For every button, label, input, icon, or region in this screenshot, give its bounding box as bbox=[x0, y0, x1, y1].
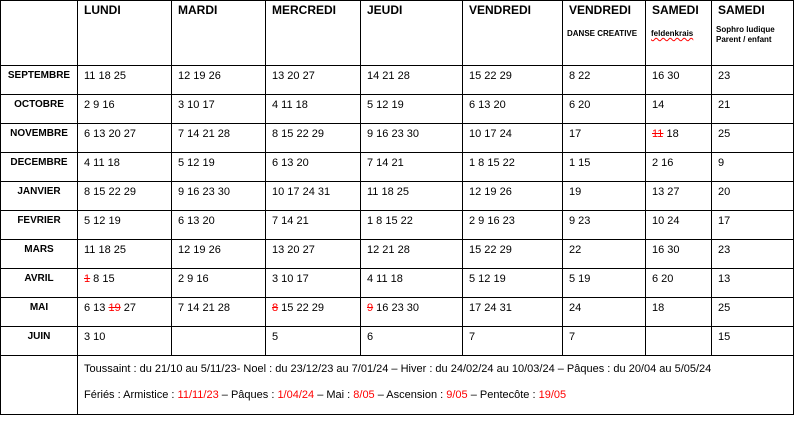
footer-notes bbox=[78, 356, 794, 415]
cell-vendredi-danse: 6 20 bbox=[563, 95, 646, 124]
cell-samedi-feldenkrais: 6 20 bbox=[646, 269, 712, 298]
cell-vendredi: 1 8 15 22 bbox=[463, 153, 563, 182]
cell-samedi-feldenkrais bbox=[646, 327, 712, 356]
cell-samedi-sophro: 15 bbox=[712, 327, 794, 356]
footer-row bbox=[1, 356, 794, 415]
month-label: MAI bbox=[1, 298, 78, 327]
cell-samedi-feldenkrais: 13 27 bbox=[646, 182, 712, 211]
cell-jeudi: 7 14 21 bbox=[361, 153, 463, 182]
month-label: AVRIL bbox=[1, 269, 78, 298]
month-label: DECEMBRE bbox=[1, 153, 78, 182]
cell-mardi: 6 13 20 bbox=[172, 211, 266, 240]
cell-samedi-sophro: 25 bbox=[712, 298, 794, 327]
month-row bbox=[1, 327, 794, 356]
cell-vendredi: 2 9 16 23 bbox=[463, 211, 563, 240]
cell-lundi: 11 18 25 bbox=[78, 240, 172, 269]
month-label: SEPTEMBRE bbox=[1, 66, 78, 95]
month-label: OCTOBRE bbox=[1, 95, 78, 124]
cell-jeudi: 12 21 28 bbox=[361, 240, 463, 269]
cell-mardi: 12 19 26 bbox=[172, 66, 266, 95]
cell-lundi: 3 10 bbox=[78, 327, 172, 356]
cell-jeudi: 5 12 19 bbox=[361, 95, 463, 124]
header-mercredi: MERCREDI bbox=[266, 1, 361, 66]
cell-vendredi: 10 17 24 bbox=[463, 124, 563, 153]
header-vendredi: VENDREDI bbox=[463, 1, 563, 66]
cell-vendredi-danse: 19 bbox=[563, 182, 646, 211]
cell-mardi: 2 9 16 bbox=[172, 269, 266, 298]
footer-corner bbox=[1, 356, 78, 415]
cell-mercredi: 13 20 27 bbox=[266, 240, 361, 269]
cell-mercredi: 5 bbox=[266, 327, 361, 356]
cell-vendredi-danse: 1 15 bbox=[563, 153, 646, 182]
cell-lundi: 6 13 20 27 bbox=[78, 124, 172, 153]
header-samedi-feldenkrais: SAMEDI feldenkrais bbox=[646, 1, 712, 66]
month-label: JUIN bbox=[1, 327, 78, 356]
cell-mardi: 7 14 21 28 bbox=[172, 298, 266, 327]
cell-samedi-sophro: 13 bbox=[712, 269, 794, 298]
cell-vendredi-danse: 22 bbox=[563, 240, 646, 269]
cell-vendredi-danse: 8 22 bbox=[563, 66, 646, 95]
public-holidays-text: Fériés : Armistice : 11/11/23 – Pâques : 1/04/24 – Mai : 8/05 – Ascension : 9/05 – Pentecôte : 19/05 bbox=[84, 389, 567, 401]
cell-vendredi-danse: 9 23 bbox=[563, 211, 646, 240]
cell-vendredi-danse: 7 bbox=[563, 327, 646, 356]
cell-mercredi: 13 20 27 bbox=[266, 66, 361, 95]
cell-mardi: 7 14 21 28 bbox=[172, 124, 266, 153]
month-row bbox=[1, 240, 794, 269]
cell-mercredi: 3 10 17 bbox=[266, 269, 361, 298]
cell-jeudi: 6 bbox=[361, 327, 463, 356]
cell-lundi: 1 8 15 bbox=[78, 269, 172, 298]
month-row bbox=[1, 153, 794, 182]
header-vendredi-danse: VENDREDI DANSE CREATIVE bbox=[563, 1, 646, 66]
cell-lundi: 5 12 19 bbox=[78, 211, 172, 240]
cell-mardi: 9 16 23 30 bbox=[172, 182, 266, 211]
month-label: FEVRIER bbox=[1, 211, 78, 240]
header-jeudi: JEUDI bbox=[361, 1, 463, 66]
cell-vendredi: 15 22 29 bbox=[463, 240, 563, 269]
month-row bbox=[1, 95, 794, 124]
month-row bbox=[1, 298, 794, 327]
cell-vendredi-danse: 17 bbox=[563, 124, 646, 153]
cell-samedi-feldenkrais: 16 30 bbox=[646, 240, 712, 269]
header-samedi-sophro: SAMEDI Sophro ludique Parent / enfant bbox=[712, 1, 794, 66]
cell-jeudi: 11 18 25 bbox=[361, 182, 463, 211]
cell-samedi-sophro: 17 bbox=[712, 211, 794, 240]
cell-lundi: 2 9 16 bbox=[78, 95, 172, 124]
cell-vendredi: 6 13 20 bbox=[463, 95, 563, 124]
month-row bbox=[1, 124, 794, 153]
month-row bbox=[1, 211, 794, 240]
cell-lundi: 8 15 22 29 bbox=[78, 182, 172, 211]
month-row bbox=[1, 66, 794, 95]
cell-mercredi: 6 13 20 bbox=[266, 153, 361, 182]
cell-mercredi: 4 11 18 bbox=[266, 95, 361, 124]
cell-jeudi: 9 16 23 30 bbox=[361, 124, 463, 153]
cell-vendredi: 12 19 26 bbox=[463, 182, 563, 211]
cell-samedi-sophro: 25 bbox=[712, 124, 794, 153]
cell-mardi bbox=[172, 327, 266, 356]
cell-samedi-sophro: 23 bbox=[712, 66, 794, 95]
month-row bbox=[1, 182, 794, 211]
cell-vendredi: 7 bbox=[463, 327, 563, 356]
cell-mercredi: 8 15 22 29 bbox=[266, 298, 361, 327]
cell-jeudi: 1 8 15 22 bbox=[361, 211, 463, 240]
cell-lundi: 6 13 19 27 bbox=[78, 298, 172, 327]
cell-jeudi: 9 16 23 30 bbox=[361, 298, 463, 327]
cell-mercredi: 10 17 24 31 bbox=[266, 182, 361, 211]
cell-mardi: 3 10 17 bbox=[172, 95, 266, 124]
header-mardi: MARDI bbox=[172, 1, 266, 66]
corner-cell bbox=[1, 1, 78, 66]
cell-mardi: 5 12 19 bbox=[172, 153, 266, 182]
header-row bbox=[1, 1, 794, 66]
cell-samedi-sophro: 20 bbox=[712, 182, 794, 211]
header-lundi: LUNDI bbox=[78, 1, 172, 66]
cell-lundi: 4 11 18 bbox=[78, 153, 172, 182]
cell-samedi-feldenkrais: 2 16 bbox=[646, 153, 712, 182]
school-holidays-text: Toussaint : du 21/10 au 5/11/23- Noel : du 23/12/23 au 7/01/24 – Hiver : du 24/02/24 au 10/03/24 – Pâques : du 20/04 au 5/05/24 bbox=[84, 363, 712, 375]
month-label: JANVIER bbox=[1, 182, 78, 211]
month-label: NOVEMBRE bbox=[1, 124, 78, 153]
cell-vendredi: 5 12 19 bbox=[463, 269, 563, 298]
cell-samedi-feldenkrais: 18 bbox=[646, 298, 712, 327]
cell-mercredi: 7 14 21 bbox=[266, 211, 361, 240]
cell-lundi: 11 18 25 bbox=[78, 66, 172, 95]
cell-mercredi: 8 15 22 29 bbox=[266, 124, 361, 153]
cell-mardi: 12 19 26 bbox=[172, 240, 266, 269]
cell-samedi-feldenkrais: 14 bbox=[646, 95, 712, 124]
cell-samedi-feldenkrais: 10 24 bbox=[646, 211, 712, 240]
cell-samedi-sophro: 9 bbox=[712, 153, 794, 182]
cell-samedi-feldenkrais: 11 18 bbox=[646, 124, 712, 153]
cell-vendredi-danse: 24 bbox=[563, 298, 646, 327]
cell-jeudi: 4 11 18 bbox=[361, 269, 463, 298]
cell-vendredi: 17 24 31 bbox=[463, 298, 563, 327]
cell-samedi-sophro: 21 bbox=[712, 95, 794, 124]
cell-vendredi-danse: 5 19 bbox=[563, 269, 646, 298]
month-row bbox=[1, 269, 794, 298]
month-label: MARS bbox=[1, 240, 78, 269]
cell-jeudi: 14 21 28 bbox=[361, 66, 463, 95]
cell-vendredi: 15 22 29 bbox=[463, 66, 563, 95]
cell-samedi-feldenkrais: 16 30 bbox=[646, 66, 712, 95]
cell-samedi-sophro: 23 bbox=[712, 240, 794, 269]
